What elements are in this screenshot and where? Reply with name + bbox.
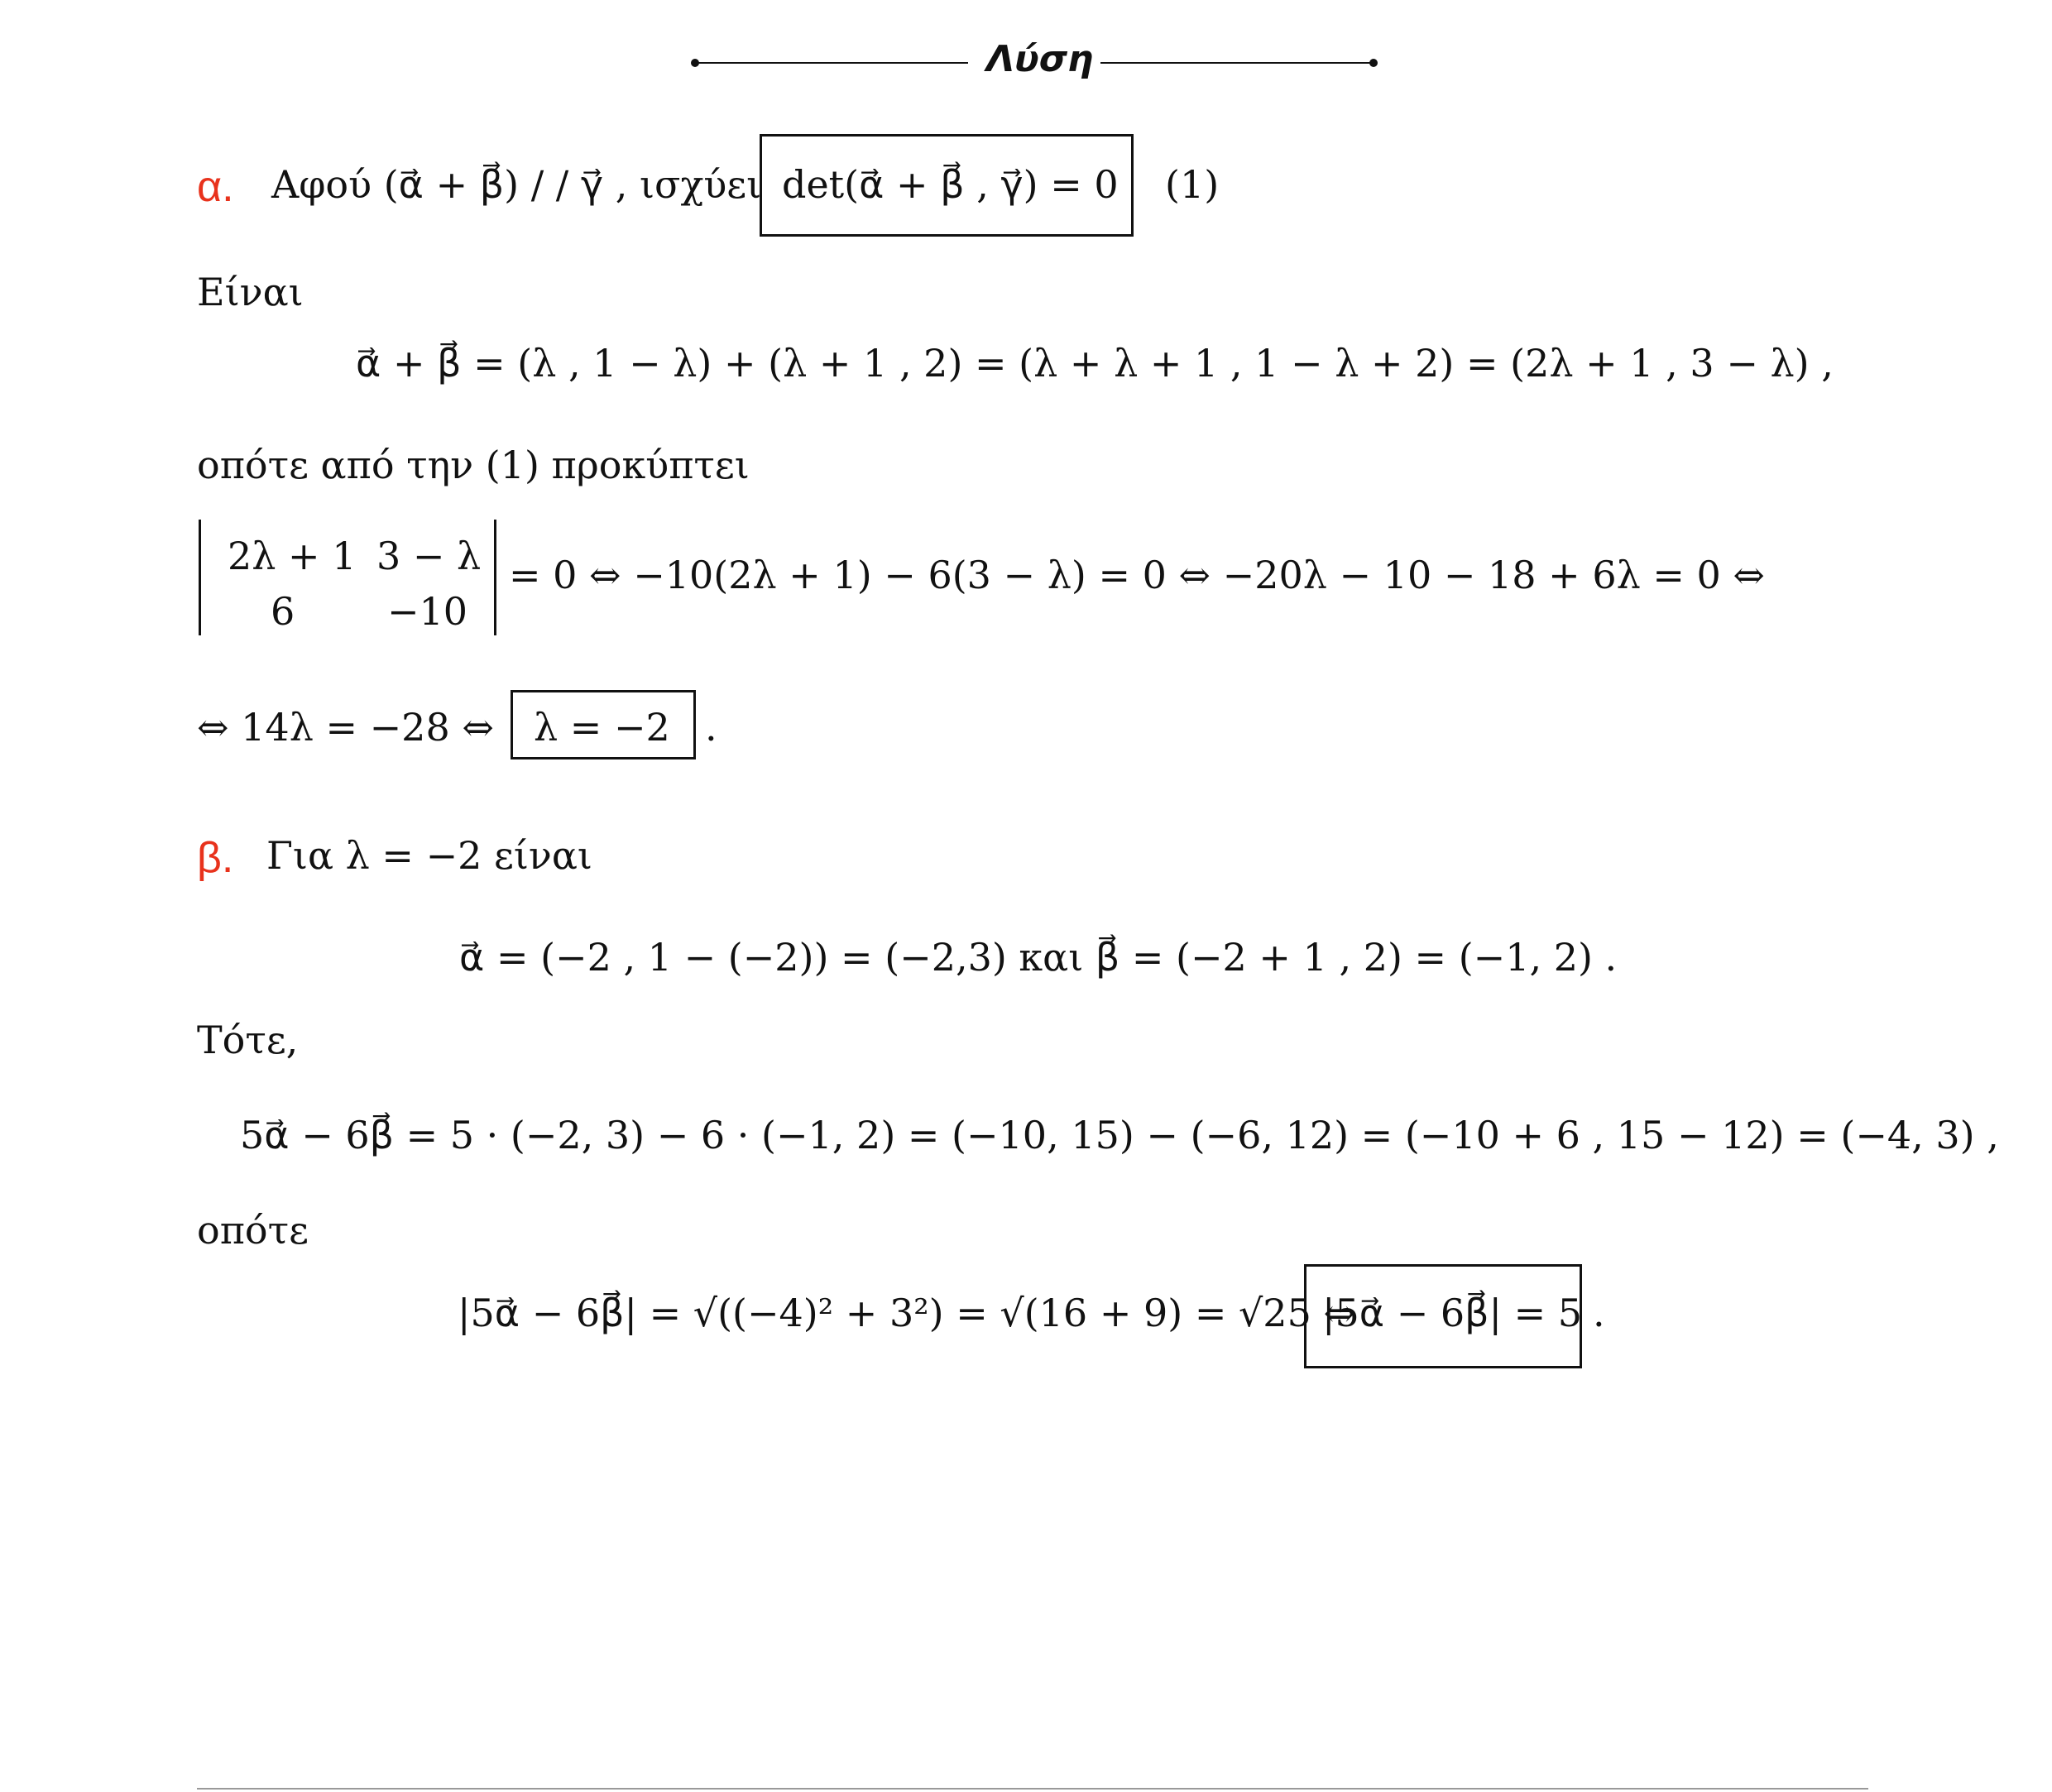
result-prefix: ⇔ 14λ = −28 ⇔ [197,705,494,750]
norm-computation: |5α⃗ − 6β⃗| = √((−4)² + 3²) = √(16 + 9) = √25 ⇔ [458,1291,1355,1335]
det-solution-chain: = 0 ⇔ −10(2λ + 1) − 6(3 − λ) = 0 ⇔ −20λ − 10 − 18 + 6λ = 0 ⇔ [509,553,1765,597]
part-a-condition: det(α⃗ + β⃗ , γ⃗) = 0 [782,162,1119,207]
norm-result-period: . [1593,1291,1605,1335]
lambda-result: λ = −2 [534,705,670,750]
header-left-rule [695,62,968,64]
part-a-intro: Αφού (α⃗ + β⃗) / / γ⃗ , ισχύει [271,162,762,207]
header-right-rule [1100,62,1374,64]
part-a-label: α. [197,163,234,211]
part-b-intro: Για λ = −2 είναι [266,833,592,878]
from-equation-1-text: οπότε από την (1) προκύπτει [197,443,750,487]
part-b-label: β. [197,834,234,882]
det-r1c1: 2λ + 1 [228,534,357,578]
det-r2c1: 6 [271,589,295,634]
norm-result: |5α⃗ − 6β⃗| = 5 [1322,1291,1583,1335]
det-r2c2: −10 [387,589,468,634]
footer-rule [197,1788,1868,1790]
tote-text: Τότε, [197,1018,299,1062]
det-left-bar [199,520,201,635]
equation-tag-1: (1) [1165,162,1220,207]
opote-text: οπότε [197,1208,309,1253]
word-einai: Είναι [197,270,304,314]
lambda-result-period: . [705,705,717,750]
header-right-dot [1369,59,1378,67]
det-r1c2: 3 − λ [376,534,482,578]
linear-combination-line: 5α⃗ − 6β⃗ = 5 · (−2, 3) − 6 · (−1, 2) = (−10, 15) − (−6, 12) = (−10 + 6 , 15 − 12) = (−4, 3) , [240,1113,1999,1157]
header-title: Λύση [986,38,1094,80]
vector-sum-equation: α⃗ + β⃗ = (λ , 1 − λ) + (λ + 1 , 2) = (λ + λ + 1 , 1 − λ + 2) = (2λ + 1 , 3 − λ) , [356,341,1834,386]
vectors-line: α⃗ = (−2 , 1 − (−2)) = (−2,3) και β⃗ = (−2 + 1 , 2) = (−1, 2) . [459,935,1618,980]
det-right-bar [494,520,496,635]
